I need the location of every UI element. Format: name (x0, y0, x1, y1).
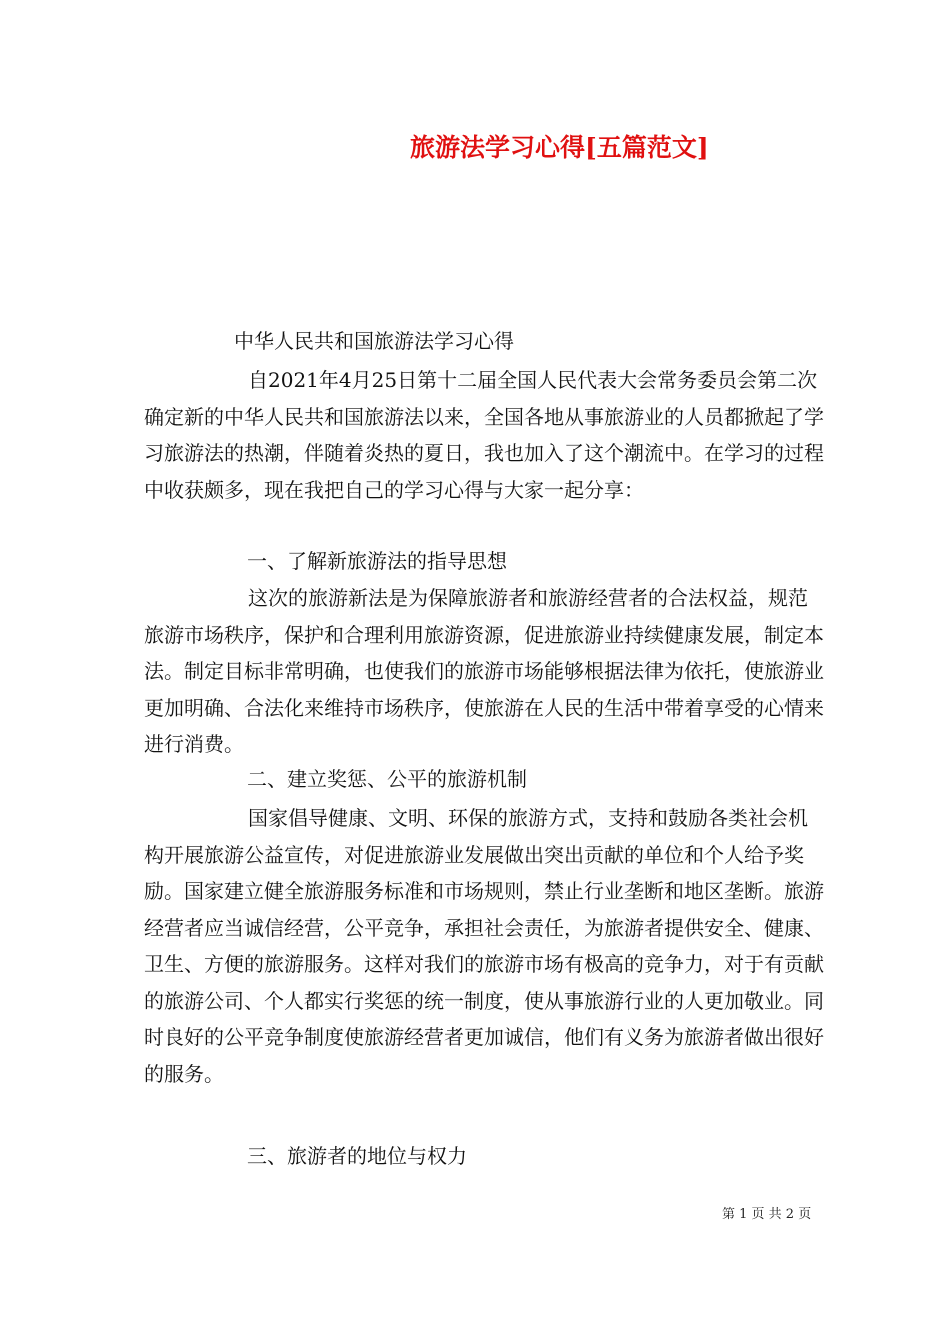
section-heading-2: 二、建立奖惩、公平的旅游机制 (247, 767, 527, 791)
section-body-1: 这次的旅游新法是为保障旅游者和旅游经营者的合法权益，规范旅游市场秩序，保护和合理利用旅游资源，促进旅游业持续健康发展，制定本法。制定目标非常明确，也使我们的旅游市场能够根据法律为依托，使旅游业更加明确、合法化来维持市场秩序，使旅游在人民的生活中带着享受的心情来进行消费。 (144, 586, 824, 756)
section-heading-3: 三、旅游者的地位与权力 (247, 1144, 467, 1168)
intro-paragraph: 自2021年4月25日第十二届全国人民代表大会常务委员会第二次确定新的中华人民共和国旅游法以来，全国各地从事旅游业的人员都掀起了学习旅游法的热潮，伴随着炎热的夏日，我也加入了这个潮流中。在学习的过程中收获颇多，现在我把自己的学习心得与大家一起分享： (144, 368, 824, 502)
document-subtitle: 中华人民共和国旅游法学习心得 (234, 329, 514, 353)
document-title: 旅游法学习心得[五篇范文] (410, 133, 709, 162)
page-footer: 第 1 页 共 2 页 (722, 1207, 812, 1222)
section-heading-1: 一、了解新旅游法的指导思想 (247, 549, 507, 573)
section-body-2: 国家倡导健康、文明、环保的旅游方式，支持和鼓励各类社会机构开展旅游公益宣传，对促进旅游业发展做出突出贡献的单位和个人给予奖励。国家建立健全旅游服务标准和市场规则，禁止行业垄断和地区垄断。旅游经营者应当诚信经营，公平竞争，承担社会责任，为旅游者提供安全、健康、卫生、方便的旅游服务。这样对我们的旅游市场有极高的竞争力，对于有贡献的旅游公司、个人都实行奖惩的统一制度，使从事旅游行业的人更加敬业。同时良好的公平竞争制度使旅游经营者更加诚信，他们有义务为旅游者做出很好的服务。 (144, 806, 824, 1086)
